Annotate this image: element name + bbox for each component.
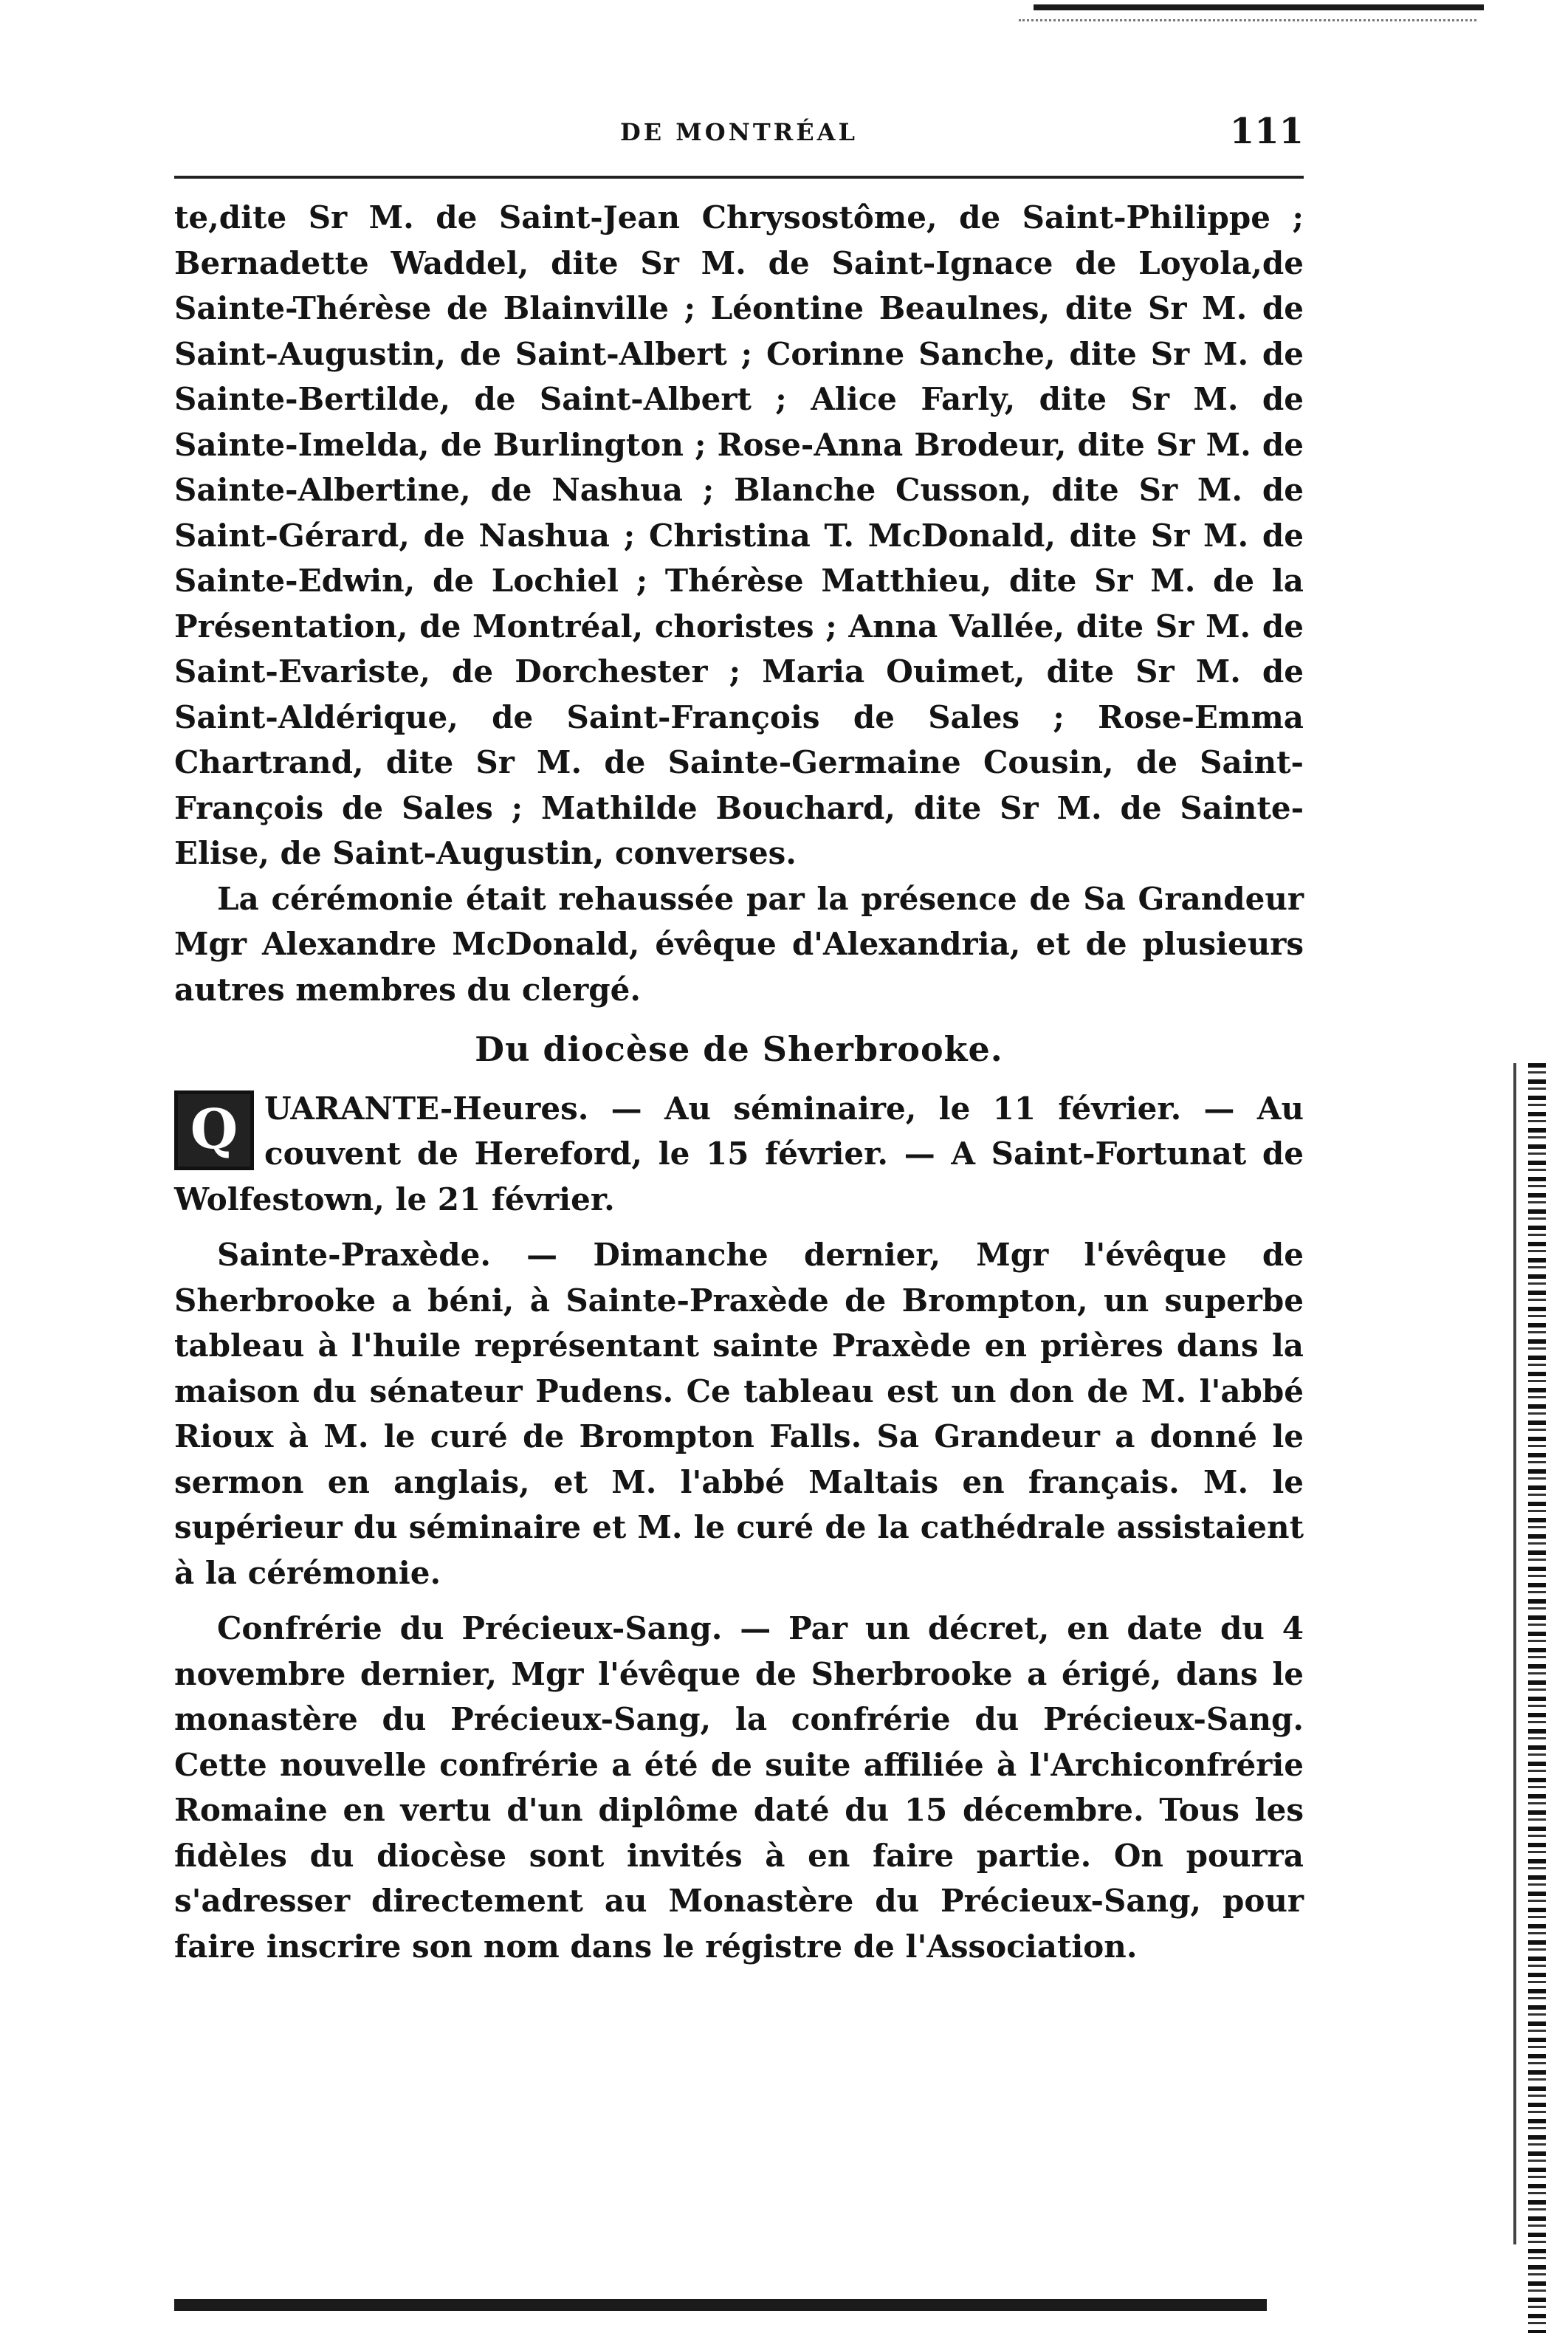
top-scan-rule	[1034, 4, 1484, 10]
page-header	[174, 111, 1304, 155]
header-rule	[174, 176, 1304, 179]
paragraph-confrerie: Confrérie du Précieux-Sang. — Par un décret, en date du 4 novembre dernier, Mgr l'évêque de Sherbrooke a érigé, dans le monastère du Précieux-Sang, la confrérie du Précieux-Sang. Cette nouvelle confrérie a été de suite affiliée à l'Archiconfrérie Romaine en vertu d'un diplôme daté du 15 décembre. Tous les fidèles du diocèse sont invités à en faire partie. On pourra s'adresser directement au Monastère du Précieux-Sang, pour faire inscrire son nom dans le régistre de l'Association.	[174, 1610, 1304, 1965]
page-number: 111	[1229, 111, 1304, 152]
bottom-scan-rule	[174, 2299, 1267, 2311]
paragraph-ceremony: La cérémonie était rehaussée par la présence de Sa Grandeur Mgr Alexandre McDonald, évêque d'Alexandria, et de plusieurs autres membres du clergé.	[174, 880, 1304, 1008]
scan-edge-noise	[1528, 1063, 1546, 2333]
section-heading: Du diocèse de Sherbrooke.	[475, 1029, 1003, 1069]
running-title: DE MONTRÉAL	[620, 118, 858, 146]
paragraph-quarante-heures-text: UARANTE-Heures. — Au séminaire, le 11 février. — Au couvent de Hereford, le 15 février. — A Saint-Fortunat de Wolfestown, le 21 février.	[174, 1090, 1304, 1217]
scan-edge-line	[1513, 1063, 1516, 2244]
paragraph-sainte-praxede: Sainte-Praxède. — Dimanche dernier, Mgr l'évêque de Sherbrooke a béni, à Sainte-Praxède de Brompton, un superbe tableau à l'huile représentant sainte Praxède en prières dans la maison du sénateur Pudens. Ce tableau est un don de M. l'abbé Rioux à M. le curé de Brompton Falls. Sa Grandeur a donné le sermon en anglais, et M. l'abbé Maltais en français. M. le supérieur du séminaire et M. le curé de la cathédrale assistaient à la cérémonie.	[174, 1237, 1304, 1591]
dropcap-ornament: Q	[174, 1090, 254, 1170]
page-body	[174, 195, 1304, 1969]
paragraph-quarante-heures	[174, 1086, 1304, 1223]
paragraph-profession-list: te,dite Sr M. de Saint-Jean Chrysostôme, de Saint-Philippe ; Bernadette Waddel, dite Sr M. de Saint-Ignace de Loyola,de Sainte-Thérèse de Blainville ; Léontine Beaulnes, dite Sr M. de Saint-Augustin, de Saint-Albert ; Corinne Sanche, dite Sr M. de Sainte-Bertilde, de Saint-Albert ; Alice Farly, dite Sr M. de Sainte-Imelda, de Burlington ; Rose-Anna Brodeur, dite Sr M. de Sainte-Albertine, de Nashua ; Blanche Cusson, dite Sr M. de Saint-Gérard, de Nashua ; Christina T. McDonald, dite Sr M. de Sainte-Edwin, de Lochiel ; Thérèse Matthieu, dite Sr M. de la Présentation, de Montréal, choristes ; Anna Vallée, dite Sr M. de Saint-Evariste, de Dorchester ; Maria Ouimet, dite Sr M. de Saint-Aldérique, de Saint-François de Sales ; Rose-Emma Chartrand, dite Sr M. de Sainte-Germaine Cousin, de Saint-François de Sales ; Mathilde Bouchard, dite Sr M. de Sainte-Elise, de Saint-Augustin, converses.	[174, 199, 1304, 871]
top-dotted-rule	[1019, 19, 1476, 21]
